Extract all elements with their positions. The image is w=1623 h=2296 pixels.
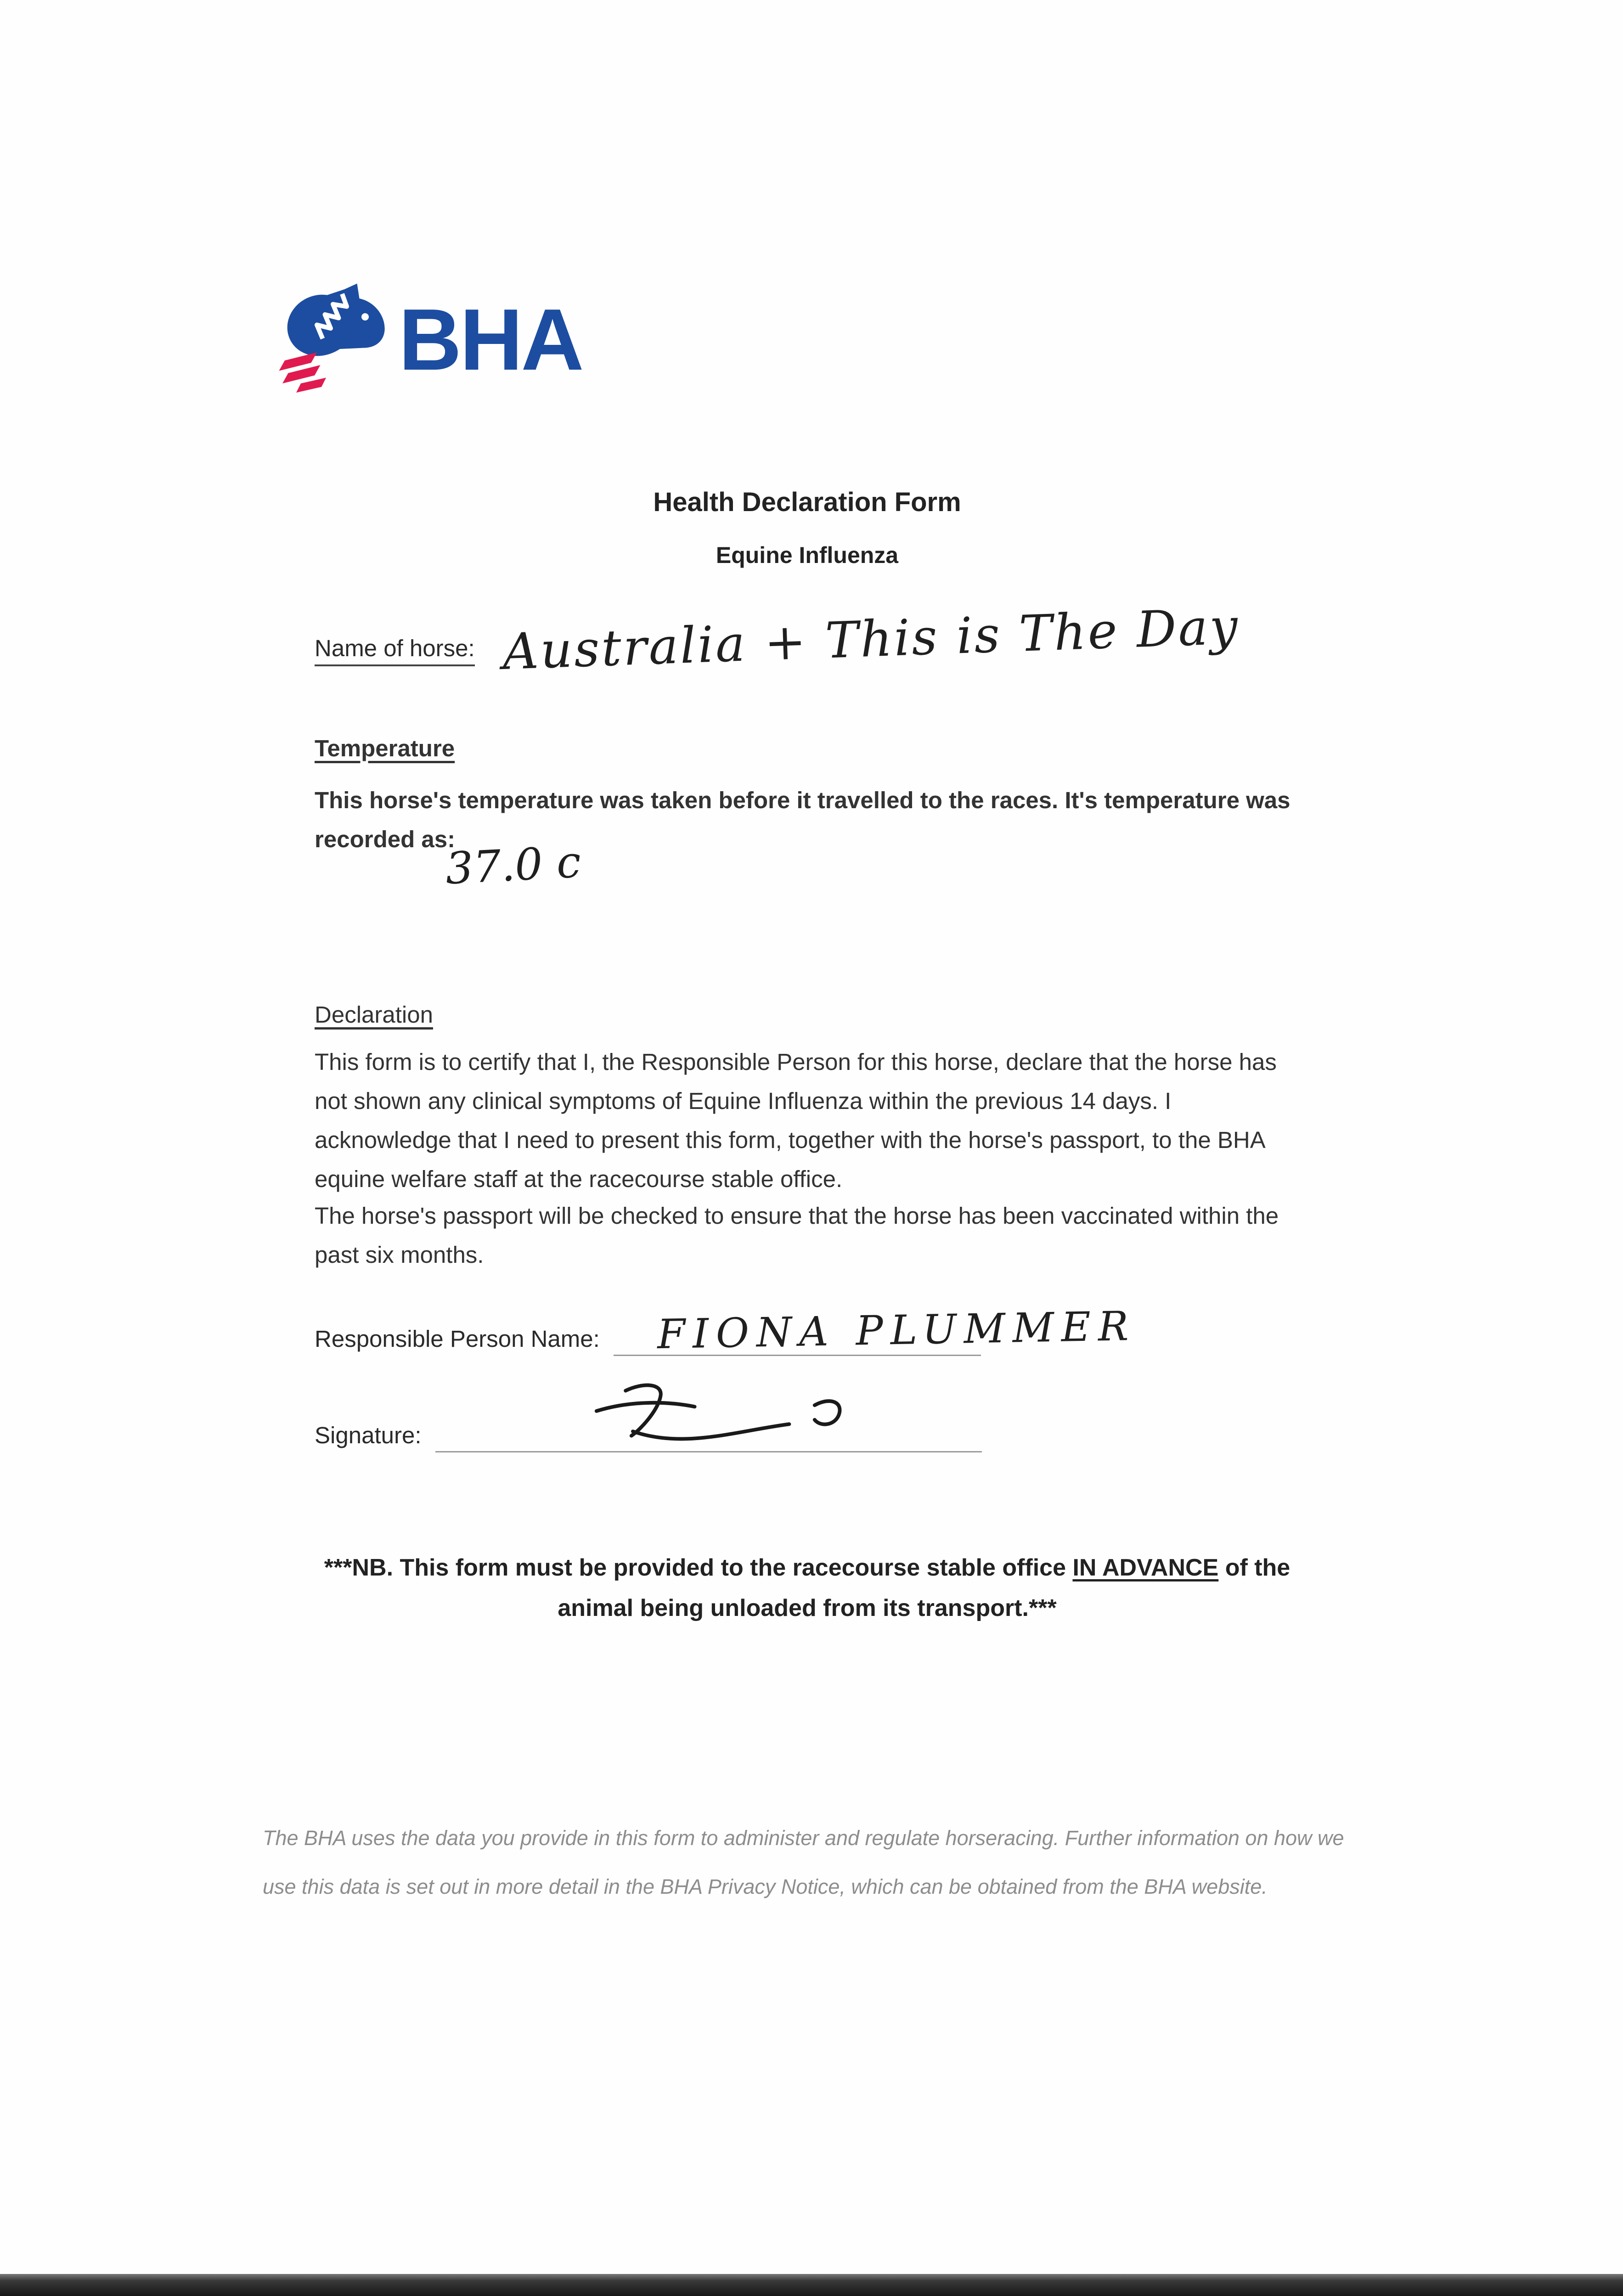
- bha-logo-text: BHA: [399, 291, 582, 388]
- declaration-heading: Declaration: [315, 1002, 433, 1028]
- nb-note-emphasis: IN ADVANCE: [1072, 1554, 1219, 1581]
- nb-note-part1: ***NB. This form must be provided to the racecourse stable office: [324, 1554, 1073, 1581]
- horse-name-handwriting: Australia + This is The Day: [501, 598, 1240, 681]
- signature-ink: [532, 1378, 908, 1465]
- declaration-paragraph-1: This form is to certify that I, the Responsible Person for this horse, declare that the horse has not shown any clinical symptoms of Equine Influenza within the previous 14 days. I acknowledge that I need to present this form, together with the horse's passport, to the BHA equine welfare staff at the racecourse stable office.: [315, 1049, 1277, 1192]
- privacy-footer: The BHA uses the data you provide in this form to administer and regulate horseracing. Further information on how we use this data is set out in more detail in the BHA Privacy Notice, which can be obtained from the BHA website.: [263, 1826, 1344, 1898]
- temperature-body-text: This horse's temperature was taken before it travelled to the races. It's temperature was recorded as:: [315, 787, 1291, 852]
- bha-horse-logo-icon: [276, 282, 390, 397]
- responsible-person-label: Responsible Person Name:: [315, 1326, 600, 1352]
- horse-name-label: Name of horse:: [315, 635, 475, 666]
- form-title: Health Declaration Form: [653, 487, 961, 517]
- temperature-heading: Temperature: [315, 735, 455, 761]
- declaration-paragraph-2: The horse's passport will be checked to ensure that the horse has been vaccinated within the past six months.: [315, 1203, 1279, 1268]
- signature-label: Signature:: [315, 1422, 422, 1448]
- signature-line: [435, 1396, 982, 1452]
- temperature-value-handwriting: 37.0 c: [444, 837, 582, 895]
- responsible-person-line: [614, 1300, 1136, 1358]
- signature-row: [315, 1396, 982, 1452]
- responsible-person-handwriting: FIONA PLUMMER: [657, 1302, 1136, 1358]
- scan-edge-artifact: [0, 2274, 1623, 2296]
- nb-note-part2: of the animal being unloaded from its transport.***: [558, 1554, 1291, 1621]
- bha-logo: [276, 282, 582, 397]
- responsible-person-row: [315, 1300, 1136, 1358]
- form-subtitle: Equine Influenza: [716, 542, 899, 568]
- nb-note: [315, 1548, 1300, 1628]
- horse-name-row: [315, 598, 1300, 681]
